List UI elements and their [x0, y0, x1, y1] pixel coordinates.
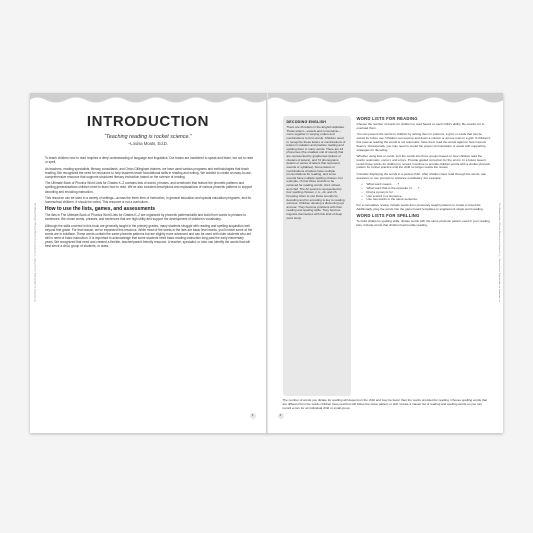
paragraph: The Ultimate Book of Phonics Word Lists for Grades K–2 contains lists of words, phrases, and sentences that feature the phonetic patterns and spelling generalizations children need to learn how to read. We’ve also included descriptions and explanations of various phonetic patterns to support decoding and encoding instruction.: [45, 181, 253, 194]
prompt-list: [367, 183, 491, 202]
quote-attribution: –Louisa Moats, Ed.D.: [127, 141, 169, 146]
left-page-body: [45, 156, 253, 251]
decoding-sidebar: [283, 116, 351, 396]
left-side-note: The Ultimate Book of Phonics Word Lists for Grades K–2 © Ulysses Press. Reproducible for classroom use.: [33, 203, 36, 303]
paragraph: As teachers, reading specialists, literacy consultants, and Orton-Gillingham trainers, we have used various programs and methodologies that teach reading. We recognized the need for resources to help teachers teach foundational skills in reading and writing. We wanted to create an easy-to-use, comprehensive resource that supports structured literacy instruction based on the science of reading.: [45, 166, 252, 179]
paragraph: Consider displaying the words in a pocket chart. After children have read through the words, ask questions or use prompts to enhance vocabulary. For example:: [356, 171, 486, 180]
right-page: [267, 93, 504, 433]
right-page-body: [357, 117, 491, 231]
list-item: • Use a word in a sentence.: [367, 195, 491, 199]
left-page-wave-border: [30, 93, 266, 105]
paragraph: Whether using lists or cards, sort the words into three groups based on how children read the words: automatic, correct, and errors. Provide guided correction for the errors. In a future lesson, revisit those words for children to reread. Continue to provide children words with a similar phonetic pattern for further practice until the child no longer needs the review.: [356, 153, 491, 170]
list-item: • Find a synonym for . . .: [367, 191, 491, 195]
section-heading: WORD LISTS FOR READING: [356, 116, 418, 121]
paragraph: To teach children how to read requires a deep understanding of language and linguistics. Our brains are hardwired to speak and listen, but not to read or spell.: [45, 156, 253, 165]
right-page-wave-border: [268, 93, 504, 105]
left-page: [30, 93, 267, 433]
paragraph: Choose the number of words for children to read based on each child’s ability. Be careful not to overload them.: [356, 121, 485, 130]
paragraph: For a cumulative review, include words from previously taught patterns to create a mixed list. Additionally, plug the words into the game board templates to supplement single word reading.: [356, 203, 484, 212]
quote: “Teaching reading is rocket science.”: [104, 134, 192, 140]
list-item: • Use two words in the same sentence.: [367, 198, 491, 202]
paragraph: You can present the words to children by writing them in columns, a grid, or cards that can be stored for future use. Children can read up and down a column or across rows in a grid. If children’s first pass at reading the words is not automatic, have them read the words again to help improve fluency. Occasionally, you may need to model the proper pronunciation or assist with supporting strategies for decoding.: [356, 132, 491, 152]
right-page-lower-body: [283, 399, 491, 413]
paragraph: The number of words you dictate for spelling will depend on the child and may be fewer than the words provided for reading. Choose spelling words that are different from the words children have read but still follow the same pattern or skill. Create a master list of reading and spelling words so you can record errors for an individual child or small group.: [282, 398, 488, 410]
sidebar-text: There are 26 letters in the English alphabet. These letters—vowels and consonants—come together in varying orders and combinations to form words. Children need to recognize these letters or combinations of letters in isolation and practice reading and spelling them in many words. There are 44 phonemes (the smallest unit of sound) that are represented by graphemes (letters or clusters of letters), and 72 phonograms (letters or series of letters that represent sounds or syllables). Some letters or combinations of letters have multiple pronunciations for reading, and some sounds have multiple spelling choices. For example, ch has three sounds to be retrieved for reading words: chef, school, and chef. The /k/ sound is represented by four spelling choices: c, k, -ck, and ch. Knowing when to use these sounds for decoding and for encoding is key to reading success. Children develop a discerning eye and ear. They become proficient with their reading and spelling skills. They become linguists themselves with this kind of deep word study.: [286, 125, 346, 220]
paragraph: Although the skills covered in this book are generally taught in the primary grades, many students struggle with reading and spelling acquisition well beyond first grade. For that reason, we’ve expanded this resource. While most of the words in the lists are basic level words, you’ll notice some of the words are in boldface. These words contain the same phonetic patterns but are slightly more advanced and can be used with older students who are still in need of basic instruction. It is important to acknowledge that some students need basic reading instruction long past the early elementary years. We recognized that need and created a flexible, teacher/parent-friendly resource. A teacher, specialist, or tutor can identify the words that will best serve a child, group of students, or class.: [45, 223, 253, 249]
page-title: INTRODUCTION: [86, 113, 210, 130]
page-number: 5: [250, 413, 256, 419]
page-number: 6: [278, 413, 284, 419]
right-side-note: The Ultimate Book of Phonics Word Lists for Grades K–2 © Ulysses Press. Reproducible for classroom use.: [498, 203, 500, 303]
list-item: • What word that is the opposite of . . . ?: [367, 187, 491, 191]
paragraph: To build children’s spelling skills, dictate words with the same phonetic pattern used in your reading lists. Include words that children had trouble reading.: [356, 219, 490, 228]
list-item: • What word means . . . ?: [367, 183, 491, 187]
sidebar-title: DECODING ENGLISH: [286, 120, 327, 124]
section-heading: How to use the lists, games, and assessments: [45, 206, 156, 213]
paragraph: The lists in The Ultimate Book of Phonics Word Lists for Grades K–2 are organized by phonetic patterns/skills and build from words to phrases to sentences. We chose words, phrases, and sentences that are high utility and support the development of children’s vocabulary.: [45, 213, 246, 222]
section-heading: WORD LISTS FOR SPELLING: [356, 213, 420, 219]
open-book: [30, 93, 503, 433]
paragraph: This resource can be used in a variety of settings—across the three tiers of instruction, in general education and special education programs, and for homeschool children. It should be noted, This resource is not a curriculum.: [45, 196, 252, 205]
